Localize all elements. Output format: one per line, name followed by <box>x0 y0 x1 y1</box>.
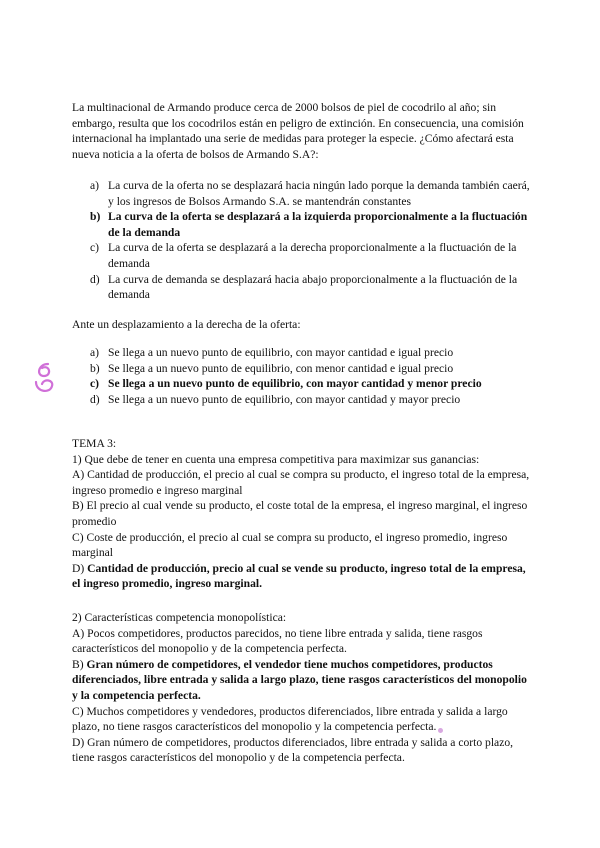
answer-d-correct: D) Cantidad de producción, precio al cual se vende su producto, ingreso total de la empresa, el ingreso promedio, ingreso marginal. <box>72 561 526 591</box>
section-heading: TEMA 3: <box>72 437 117 450</box>
stray-mark-icon <box>438 728 443 733</box>
answer-a: A) Cantidad de producción, el precio al cual se compra su producto, el ingreso total de la empresa, ingreso promedio e ingreso marginal <box>72 468 530 497</box>
question-2-options <box>90 345 530 407</box>
watermark-logo-icon <box>30 360 60 396</box>
tema3-question-2-block <box>72 610 532 766</box>
option-item: a) La curva de la oferta no se desplazará hacia ningún lado porque la demanda también caerá, y los ingresos de Bolsos Armando S.A. se mantendrán constantes <box>90 179 530 208</box>
option-item-correct: c) Se llega a un nuevo punto de equilibrio, con mayor cantidad y menor precio <box>90 377 482 391</box>
question-1-options <box>90 178 530 303</box>
question-1-text: La multinacional de Armando produce cerca de 2000 bolsos de piel de cocodrilo al año; sin embargo, resulta que los cocodrilos están en peligro de extinción. En consecuencia, una comisión internacional ha implantado una serie de medidas para proteger la especie. ¿Cómo afectará esta nueva noticia a la oferta de bolsos de Armando S.A?: <box>72 101 524 161</box>
option-item: d) La curva de demanda se desplazará hacia abajo proporcionalmente a la fluctuación de la demanda <box>90 272 518 302</box>
option-item: c) La curva de la oferta se desplazará a la derecha proporcionalmente a la fluctuación de la demanda <box>90 241 517 270</box>
answer-a: A) Pocos competidores, productos parecidos, no tiene libre entrada y salida, tiene rasgos característicos del monopolio y de la competencia perfecta. <box>72 626 483 656</box>
tema3-section <box>72 436 532 592</box>
answer-c: C) Muchos competidores y vendedores, productos diferenciados, libre entrada y salida a largo plazo, no tiene rasgos característicos del monopolio y la competencia perfecta. <box>72 704 508 734</box>
option-item: b) Se llega a un nuevo punto de equilibrio, con menor cantidad e igual precio <box>90 361 454 375</box>
question-2-text: Ante un desplazamiento a la derecha de la oferta: <box>72 318 301 331</box>
option-item: a) Se llega a un nuevo punto de equilibrio, con mayor cantidad e igual precio <box>90 346 454 359</box>
answer-b-correct: B) Gran número de competidores, el vendedor tiene muchos competidores, productos diferenciados, libre entrada y salida a largo plazo, tiene rasgos característicos del monopolio y la competencia perfecta. <box>72 657 527 702</box>
option-item: d) Se llega a un nuevo punto de equilibrio, con mayor cantidad y mayor precio <box>90 392 461 406</box>
tema3-question-2: 2) Características competencia monopolística: <box>72 611 287 624</box>
answer-d: D) Gran número de competidores, productos diferenciados, libre entrada y salida a corto plazo, tiene rasgos característicos del monopolio y de la competencia perfecta. <box>72 735 514 765</box>
answer-b: B) El precio al cual vende su producto, el coste total de la empresa, el ingreso marginal, el ingreso promedio <box>72 499 528 528</box>
tema3-question-1: 1) Que debe de tener en cuenta una empresa competitiva para maximizar sus ganancias: <box>72 452 480 466</box>
option-item-correct: b) La curva de la oferta se desplazará a la izquierda proporcionalmente a la fluctuación de la demanda <box>90 210 528 239</box>
answer-c: C) Coste de producción, el precio al cual se compra su producto, el ingreso promedio, ingreso marginal <box>72 530 508 560</box>
